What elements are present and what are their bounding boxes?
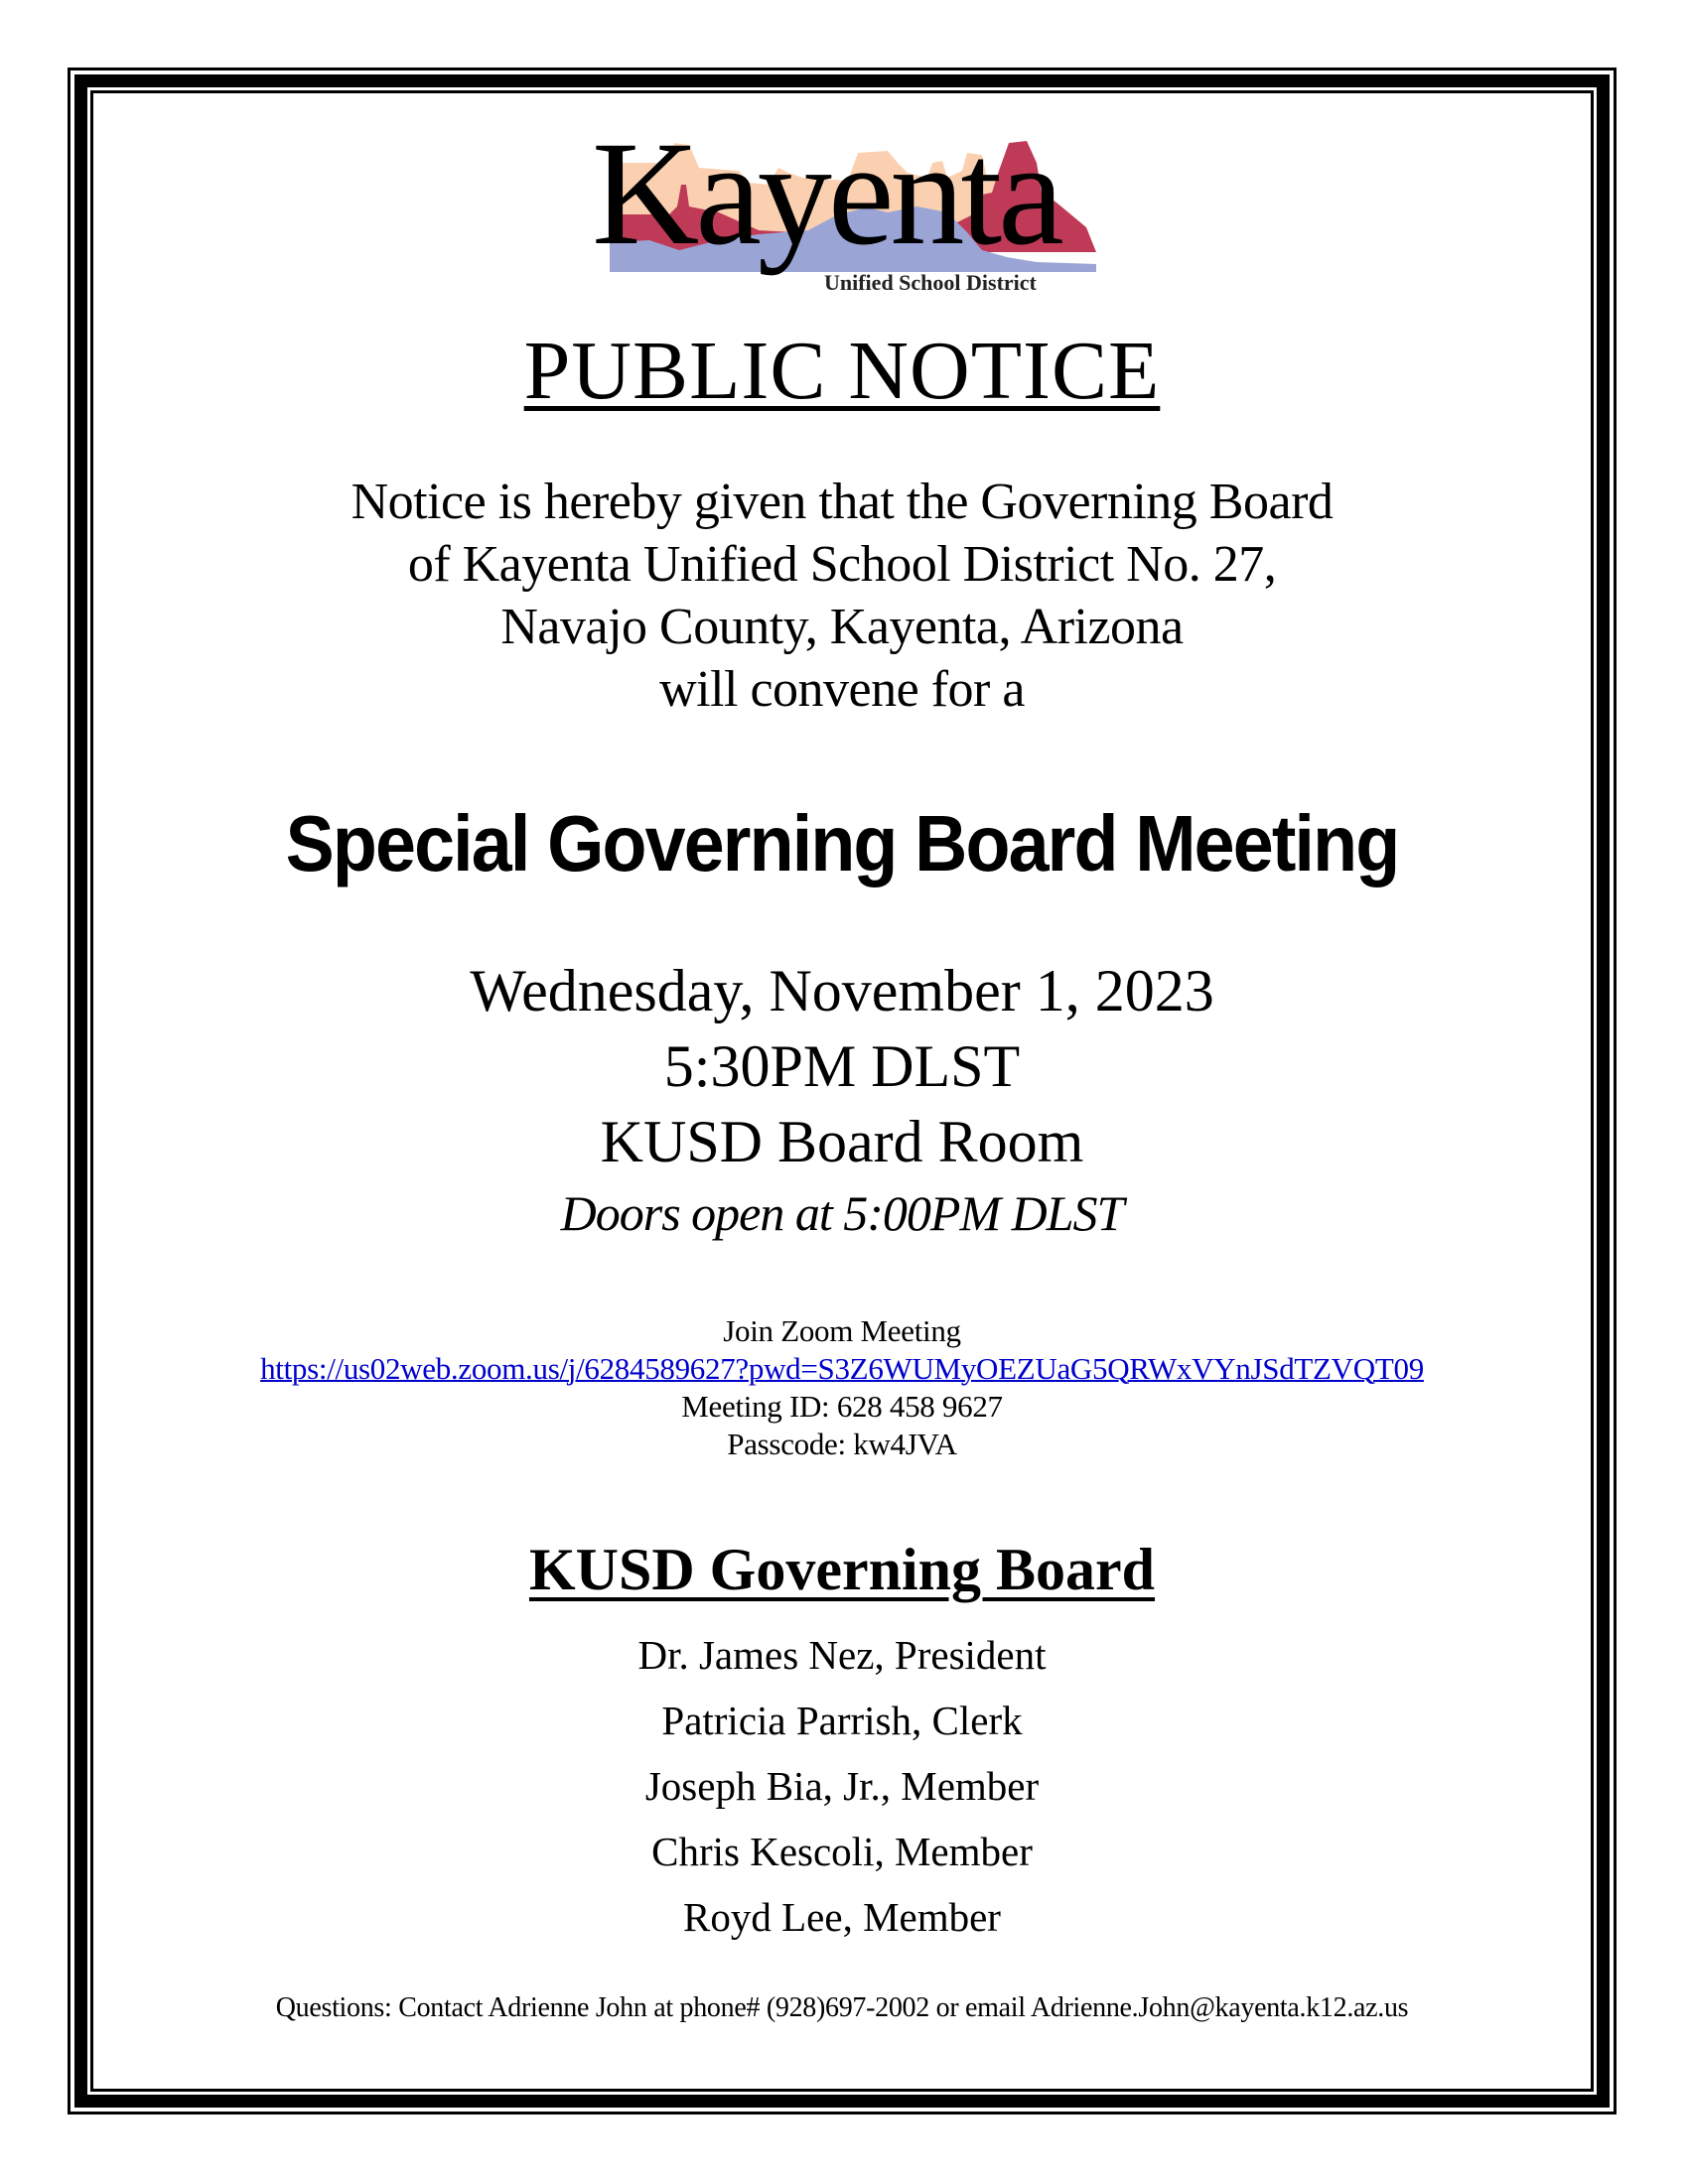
board-member: Joseph Bia, Jr., Member (644, 1763, 1040, 1809)
intro-line: of Kayenta Unified School District No. 27, (407, 536, 1277, 593)
notice-page (93, 93, 1591, 2089)
logo-subtitle: Unified School District (824, 270, 1037, 295)
intro-paragraph (93, 471, 1591, 721)
intro-line: Navajo County, Kayenta, Arizona (500, 599, 1184, 655)
board-member: Royd Lee, Member (683, 1894, 1001, 1940)
board-heading (93, 1533, 1591, 1606)
zoom-passcode: Passcode: kw4JVA (727, 1427, 957, 1461)
board-member: Chris Kescoli, Member (651, 1829, 1033, 1874)
meeting-time: 5:30PM DLST (663, 1033, 1021, 1099)
board-member: Dr. James Nez, President (637, 1632, 1047, 1678)
contact-footer: Questions: Contact Adrienne John at phone# (928)697-2002 or email Adrienne.John@kayenta.k12.az.us (275, 1992, 1409, 2023)
page-title (93, 324, 1591, 419)
zoom-link[interactable]: https://us02web.zoom.us/j/6284589627?pwd=S3Z6WUMyOEZUaG5QRWxVYnJSdTZVQT09 (260, 1351, 1424, 1386)
zoom-meeting-id: Meeting ID: 628 458 9627 (681, 1389, 1003, 1424)
board-heading-text: KUSD Governing Board (528, 1537, 1156, 1602)
zoom-info (93, 1312, 1591, 1463)
board-member: Patricia Parrish, Clerk (661, 1698, 1023, 1743)
meeting-type-heading: Special Governing Board Meeting (285, 799, 1399, 887)
zoom-heading: Join Zoom Meeting (723, 1313, 961, 1348)
doors-open-note: Doors open at 5:00PM DLST (560, 1185, 1124, 1241)
meeting-details (93, 953, 1591, 1179)
page-title-text: PUBLIC NOTICE (523, 325, 1161, 417)
intro-line: will convene for a (659, 661, 1025, 718)
logo-wordmark: Kayenta (592, 111, 1060, 276)
board-members-list (93, 1622, 1591, 1950)
meeting-location: KUSD Board Room (600, 1109, 1084, 1174)
meeting-date: Wednesday, November 1, 2023 (470, 958, 1214, 1024)
district-logo (590, 111, 1106, 312)
intro-line: Notice is hereby given that the Governing Board (351, 474, 1334, 530)
